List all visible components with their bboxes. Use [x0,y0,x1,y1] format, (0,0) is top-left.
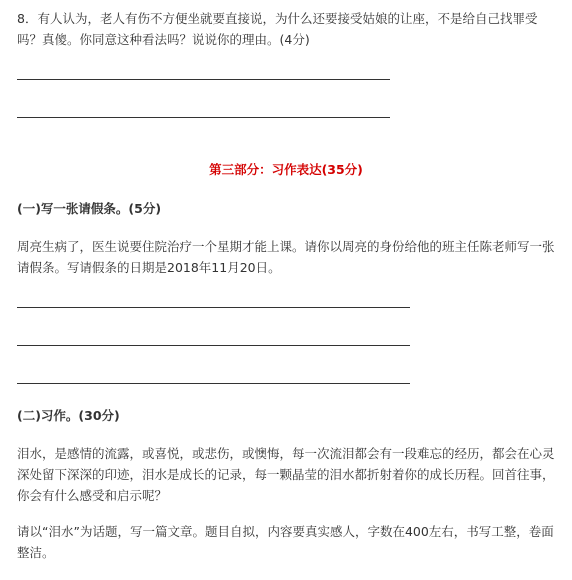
part3-heading: 第三部分：习作表达(35分) [209,162,363,177]
question-8-text: 8．有人认为，老人有伤不方便坐就要直接说，为什么还要接受姑娘的让座，不是给自己找罪受吗？真傻。你同意这种看法吗？说说你的理由。(4分) [17,11,538,47]
answer-line-s1-3 [17,383,410,384]
section1-prompt: 周亮生病了，医生说要住院治疗一个星期才能上课。请你以周亮的身份给他的班主任陈老师写一张请假条。写请假条的日期是2018年11月20日。 [17,239,555,275]
answer-line-q8-2 [17,117,390,118]
answer-line-q8-1 [17,79,390,80]
section1-heading: (一)写一张请假条。(5分) [17,201,162,216]
answer-line-s1-1 [17,307,410,308]
answer-line-s1-2 [17,345,410,346]
section2-prompt-1: 泪水，是感情的流露，或喜悦，或悲伤，或懊悔，每一次流泪都会有一段难忘的经历，都会在心灵深处留下深深的印迹，泪水是成长的记录，每一颗晶莹的泪水都折射着你的成长历程。回首往事，你会有什么感受和启示呢？ [17,446,555,503]
section2-prompt-2: 请以“泪水”为话题，写一篇文章。题目自拟，内容要真实感人，字数在400左右，书写工整，卷面整洁。 [17,524,554,560]
section2-heading: (二)习作。(30分) [17,408,120,423]
